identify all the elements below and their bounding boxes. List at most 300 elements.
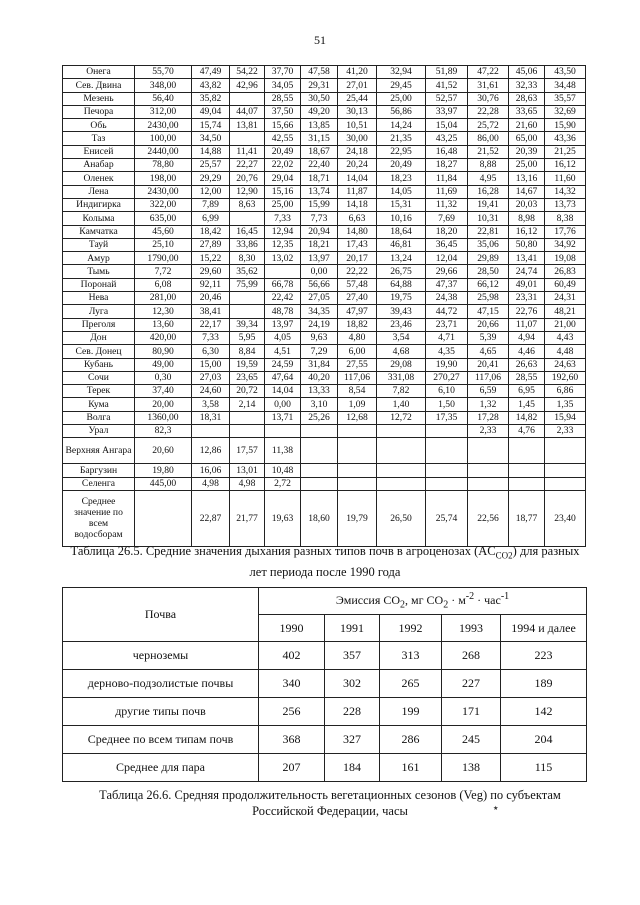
value-cell: 19,79 — [338, 490, 377, 546]
value-cell — [338, 438, 377, 464]
value-cell: 6,95 — [509, 385, 545, 398]
value-cell: 21,00 — [545, 318, 586, 331]
value-cell — [545, 464, 586, 477]
value-cell: 11,32 — [426, 198, 468, 211]
value-cell: 27,40 — [338, 292, 377, 305]
value-cell: 26,83 — [545, 265, 586, 278]
value-cell: 8,30 — [230, 252, 265, 265]
value-cell: 25,10 — [135, 238, 192, 251]
value-cell: 18,31 — [192, 411, 230, 424]
value-cell: 228 — [325, 698, 380, 726]
value-cell — [338, 477, 377, 490]
value-cell: 27,01 — [338, 79, 377, 92]
value-cell: 33,86 — [230, 238, 265, 251]
table-row — [63, 642, 587, 670]
value-cell: 2440,00 — [135, 145, 192, 158]
value-cell: 15,99 — [301, 198, 338, 211]
value-cell: 14,80 — [338, 225, 377, 238]
value-cell: 16,12 — [545, 159, 586, 172]
value-cell — [468, 477, 509, 490]
table-row — [63, 278, 586, 291]
value-cell: 348,00 — [135, 79, 192, 92]
value-cell: 33,65 — [509, 105, 545, 118]
value-cell: 1790,00 — [135, 252, 192, 265]
value-cell: 8,88 — [468, 159, 509, 172]
value-cell: 10,16 — [377, 212, 426, 225]
value-cell: 12,90 — [230, 185, 265, 198]
river-name-cell: Анабар — [63, 159, 135, 172]
value-cell: 357 — [325, 642, 380, 670]
value-cell: 5,39 — [468, 331, 509, 344]
value-cell: 86,00 — [468, 132, 509, 145]
value-cell: 313 — [380, 642, 442, 670]
value-cell: 28,50 — [468, 265, 509, 278]
value-cell: 268 — [442, 642, 501, 670]
value-cell: 22,27 — [230, 159, 265, 172]
value-cell: 25,00 — [509, 159, 545, 172]
value-cell: 15,16 — [265, 185, 301, 198]
value-cell: 6,63 — [338, 212, 377, 225]
value-cell: 18,64 — [377, 225, 426, 238]
value-cell: 2,33 — [545, 425, 586, 438]
value-cell: 7,33 — [265, 212, 301, 225]
value-cell — [338, 425, 377, 438]
value-cell — [377, 425, 426, 438]
river-name-cell: Кубань — [63, 358, 135, 371]
value-cell: 1,50 — [426, 398, 468, 411]
river-name-cell: Лена — [63, 185, 135, 198]
river-name-cell: Индигирка — [63, 198, 135, 211]
value-cell: 23,46 — [377, 318, 426, 331]
value-cell: 24,59 — [265, 358, 301, 371]
value-cell: 45,06 — [509, 66, 545, 79]
value-cell: 8,63 — [230, 198, 265, 211]
table-row — [63, 79, 586, 92]
value-cell: 75,99 — [230, 278, 265, 291]
river-name-cell: Таз — [63, 132, 135, 145]
value-cell: 29,45 — [377, 79, 426, 92]
value-cell: 13,02 — [265, 252, 301, 265]
value-cell: 20,76 — [230, 172, 265, 185]
value-cell: 21,25 — [545, 145, 586, 158]
value-cell: 192,60 — [545, 371, 586, 384]
value-cell: 3,58 — [192, 398, 230, 411]
soil-type-cell: Среднее для пара — [63, 754, 259, 782]
value-cell: 402 — [259, 642, 325, 670]
value-cell: 20,72 — [230, 385, 265, 398]
value-cell: 14,04 — [338, 172, 377, 185]
value-cell: 15,90 — [545, 119, 586, 132]
value-cell: 322,00 — [135, 198, 192, 211]
value-cell: 51,89 — [426, 66, 468, 79]
value-cell: 5,95 — [230, 331, 265, 344]
value-cell: 22,76 — [509, 305, 545, 318]
value-cell — [426, 425, 468, 438]
table-row — [63, 477, 586, 490]
value-cell: 20,49 — [265, 145, 301, 158]
table-row — [63, 105, 586, 118]
value-cell: 18,77 — [509, 490, 545, 546]
river-name-cell: Баргузин — [63, 464, 135, 477]
value-cell: 7,33 — [192, 331, 230, 344]
table-row — [63, 305, 586, 318]
table-26-6-caption — [80, 787, 580, 819]
value-cell: 2430,00 — [135, 119, 192, 132]
value-cell: 18,23 — [377, 172, 426, 185]
value-cell: 12,68 — [338, 411, 377, 424]
value-cell: 19,59 — [230, 358, 265, 371]
value-cell: 55,70 — [135, 66, 192, 79]
value-cell: 22,95 — [377, 145, 426, 158]
table-row — [63, 371, 586, 384]
value-cell: 302 — [325, 670, 380, 698]
value-cell: 21,77 — [230, 490, 265, 546]
table-row — [63, 425, 586, 438]
value-cell — [230, 425, 265, 438]
value-cell: 24,18 — [338, 145, 377, 158]
value-cell: 138 — [442, 754, 501, 782]
table-row — [63, 398, 586, 411]
value-cell: 25,00 — [265, 198, 301, 211]
table-row — [63, 172, 586, 185]
value-cell: 25,74 — [426, 490, 468, 546]
table-row — [63, 490, 586, 546]
value-cell: 27,89 — [192, 238, 230, 251]
river-name-cell: Среднее значение по всем водосборам — [63, 490, 135, 546]
soil-column-header: Почва — [63, 588, 259, 642]
value-cell: 16,48 — [426, 145, 468, 158]
value-cell: 49,01 — [509, 278, 545, 291]
value-cell: 189 — [501, 670, 587, 698]
value-cell: 4,05 — [265, 331, 301, 344]
value-cell: 18,27 — [426, 159, 468, 172]
value-cell: 22,02 — [265, 159, 301, 172]
river-name-cell: Дон — [63, 331, 135, 344]
value-cell: 20,17 — [338, 252, 377, 265]
value-cell: 198,00 — [135, 172, 192, 185]
table-row — [63, 159, 586, 172]
value-cell: 34,05 — [265, 79, 301, 92]
table-row — [63, 726, 587, 754]
value-cell: 66,78 — [265, 278, 301, 291]
table-row — [63, 411, 586, 424]
value-cell: 13,41 — [509, 252, 545, 265]
soil-type-cell: черноземы — [63, 642, 259, 670]
value-cell: 48,78 — [265, 305, 301, 318]
value-cell: 2,14 — [230, 398, 265, 411]
value-cell: 117,06 — [338, 371, 377, 384]
value-cell: 25,72 — [468, 119, 509, 132]
value-cell — [545, 477, 586, 490]
value-cell: 13,71 — [265, 411, 301, 424]
value-cell: 17,35 — [426, 411, 468, 424]
value-cell: 27,03 — [192, 371, 230, 384]
value-cell: 12,86 — [192, 438, 230, 464]
value-cell: 15,74 — [192, 119, 230, 132]
value-cell — [230, 212, 265, 225]
value-cell: 13,74 — [301, 185, 338, 198]
value-cell: 19,41 — [468, 198, 509, 211]
river-name-cell: Обь — [63, 119, 135, 132]
value-cell: 12,30 — [135, 305, 192, 318]
value-cell: 11,84 — [426, 172, 468, 185]
value-cell: 20,49 — [377, 159, 426, 172]
value-cell: 4,43 — [545, 331, 586, 344]
value-cell — [377, 464, 426, 477]
value-cell: 17,43 — [338, 238, 377, 251]
value-cell: 14,04 — [265, 385, 301, 398]
river-name-cell: Печора — [63, 105, 135, 118]
value-cell: 47,22 — [468, 66, 509, 79]
river-name-cell: Луга — [63, 305, 135, 318]
value-cell: 11,87 — [338, 185, 377, 198]
value-cell: 13,97 — [301, 252, 338, 265]
value-cell: 30,00 — [338, 132, 377, 145]
value-cell: 49,04 — [192, 105, 230, 118]
value-cell: 13,24 — [377, 252, 426, 265]
value-cell: 23,71 — [426, 318, 468, 331]
table-row — [63, 92, 586, 105]
value-cell: 50,80 — [509, 238, 545, 251]
value-cell — [468, 438, 509, 464]
value-cell: 18,82 — [338, 318, 377, 331]
value-cell: 38,41 — [192, 305, 230, 318]
value-cell — [265, 265, 301, 278]
river-name-cell: Селенга — [63, 477, 135, 490]
value-cell: 25,44 — [338, 92, 377, 105]
table-row — [63, 331, 586, 344]
value-cell — [230, 92, 265, 105]
value-cell — [338, 464, 377, 477]
river-name-cell: Сочи — [63, 371, 135, 384]
value-cell: 25,00 — [377, 92, 426, 105]
value-cell: 11,38 — [265, 438, 301, 464]
value-cell: 18,67 — [301, 145, 338, 158]
value-cell: 39,43 — [377, 305, 426, 318]
value-cell: 47,49 — [192, 66, 230, 79]
river-name-cell: Тауй — [63, 238, 135, 251]
value-cell: 6,10 — [426, 385, 468, 398]
value-cell: 21,60 — [509, 119, 545, 132]
value-cell: 28,55 — [265, 92, 301, 105]
value-cell: 24,74 — [509, 265, 545, 278]
value-cell: 29,31 — [301, 79, 338, 92]
table-row — [63, 132, 586, 145]
value-cell: 12,72 — [377, 411, 426, 424]
river-name-cell: Нева — [63, 292, 135, 305]
value-cell: 23,31 — [509, 292, 545, 305]
river-name-cell: Сев. Донец — [63, 345, 135, 358]
value-cell: 19,08 — [545, 252, 586, 265]
value-cell: 10,31 — [468, 212, 509, 225]
value-cell — [265, 425, 301, 438]
value-cell: 54,22 — [230, 66, 265, 79]
value-cell: 22,28 — [468, 105, 509, 118]
value-cell: 4,65 — [468, 345, 509, 358]
value-cell: 22,40 — [301, 159, 338, 172]
value-cell: 37,50 — [265, 105, 301, 118]
table-row — [63, 238, 586, 251]
value-cell: 30,50 — [301, 92, 338, 105]
value-cell: 17,76 — [545, 225, 586, 238]
value-cell: 24,60 — [192, 385, 230, 398]
value-cell — [301, 477, 338, 490]
value-cell: 142 — [501, 698, 587, 726]
value-cell: 14,24 — [377, 119, 426, 132]
value-cell: 57,48 — [338, 278, 377, 291]
value-cell — [377, 477, 426, 490]
scan-mark: ٭ — [493, 803, 499, 814]
value-cell: 29,60 — [192, 265, 230, 278]
value-cell: 56,40 — [135, 92, 192, 105]
table-row — [63, 345, 586, 358]
value-cell — [230, 305, 265, 318]
value-cell: 40,20 — [301, 371, 338, 384]
value-cell: 20,24 — [338, 159, 377, 172]
value-cell: 29,04 — [265, 172, 301, 185]
table-row — [63, 265, 586, 278]
value-cell: 64,88 — [377, 278, 426, 291]
value-cell: 1,35 — [545, 398, 586, 411]
river-name-cell: Мезень — [63, 92, 135, 105]
value-cell: 60,49 — [545, 278, 586, 291]
river-name-cell: Сев. Двина — [63, 79, 135, 92]
caption-text: Таблица 26.6. Средняя продолжительность вегетационных сезонов (Veg) по субъектам Российской Федерации, часы — [99, 788, 561, 818]
value-cell: 3,10 — [301, 398, 338, 411]
value-cell: 49,00 — [135, 358, 192, 371]
value-cell: 11,69 — [426, 185, 468, 198]
value-cell: 256 — [259, 698, 325, 726]
value-cell — [426, 438, 468, 464]
value-cell: 35,82 — [192, 92, 230, 105]
value-cell: 65,00 — [509, 132, 545, 145]
value-cell: 26,50 — [377, 490, 426, 546]
value-cell — [135, 490, 192, 546]
value-cell: 6,59 — [468, 385, 509, 398]
value-cell: 47,64 — [265, 371, 301, 384]
value-cell: 161 — [380, 754, 442, 782]
value-cell: 32,69 — [545, 105, 586, 118]
value-cell: 16,28 — [468, 185, 509, 198]
river-name-cell: Преголя — [63, 318, 135, 331]
river-name-cell: Камчатка — [63, 225, 135, 238]
value-cell: 245 — [442, 726, 501, 754]
value-cell: 11,07 — [509, 318, 545, 331]
value-cell: 12,35 — [265, 238, 301, 251]
value-cell: 32,33 — [509, 79, 545, 92]
value-cell: 4,98 — [192, 477, 230, 490]
value-cell: 21,52 — [468, 145, 509, 158]
value-cell: 36,45 — [426, 238, 468, 251]
soil-respiration-table — [62, 587, 587, 782]
value-cell: 1,09 — [338, 398, 377, 411]
value-cell: 47,58 — [301, 66, 338, 79]
value-cell: 24,63 — [545, 358, 586, 371]
value-cell: 78,80 — [135, 159, 192, 172]
value-cell: 18,20 — [426, 225, 468, 238]
value-cell: 43,25 — [426, 132, 468, 145]
value-cell: 31,15 — [301, 132, 338, 145]
value-cell: 20,60 — [135, 438, 192, 464]
value-cell: 20,66 — [468, 318, 509, 331]
table-row — [63, 145, 586, 158]
value-cell: 11,41 — [230, 145, 265, 158]
value-cell: 8,98 — [509, 212, 545, 225]
value-cell: 327 — [325, 726, 380, 754]
value-cell: 2,72 — [265, 477, 301, 490]
value-cell: 204 — [501, 726, 587, 754]
value-cell: 18,42 — [192, 225, 230, 238]
value-cell: 13,97 — [265, 318, 301, 331]
value-cell — [426, 464, 468, 477]
value-cell: 227 — [442, 670, 501, 698]
value-cell: 25,57 — [192, 159, 230, 172]
value-cell: 4,51 — [265, 345, 301, 358]
value-cell: 15,04 — [426, 119, 468, 132]
value-cell: 331,08 — [377, 371, 426, 384]
value-cell: 13,33 — [301, 385, 338, 398]
value-cell: 24,38 — [426, 292, 468, 305]
value-cell: 7,69 — [426, 212, 468, 225]
value-cell: 92,11 — [192, 278, 230, 291]
value-cell: 14,88 — [192, 145, 230, 158]
value-cell: 43,36 — [545, 132, 586, 145]
value-cell: 56,86 — [377, 105, 426, 118]
value-cell: 48,21 — [545, 305, 586, 318]
value-cell: 41,52 — [426, 79, 468, 92]
value-cell: 45,60 — [135, 225, 192, 238]
value-cell: 22,22 — [338, 265, 377, 278]
value-cell: 171 — [442, 698, 501, 726]
value-cell: 22,17 — [192, 318, 230, 331]
value-cell: 42,55 — [265, 132, 301, 145]
table-row — [63, 185, 586, 198]
value-cell: 1360,00 — [135, 411, 192, 424]
table-row — [63, 670, 587, 698]
value-cell: 286 — [380, 726, 442, 754]
emission-header-text: Эмиссия $СО_2$, мг $СО_2 \cdot м^{-2} \cdot час^{-1}$ — [335, 591, 510, 611]
value-cell: 26,75 — [377, 265, 426, 278]
value-cell: 13,85 — [301, 119, 338, 132]
value-cell: 10,48 — [265, 464, 301, 477]
value-cell: 46,81 — [377, 238, 426, 251]
soil-type-cell: дерново-подзолистые почвы — [63, 670, 259, 698]
table-row — [63, 119, 586, 132]
value-cell: 4,94 — [509, 331, 545, 344]
table-row — [63, 385, 586, 398]
value-cell — [377, 438, 426, 464]
value-cell: 49,20 — [301, 105, 338, 118]
value-cell: 13,01 — [230, 464, 265, 477]
value-cell: 20,03 — [509, 198, 545, 211]
river-name-cell: Верхняя Ангара — [63, 438, 135, 464]
value-cell: 0,30 — [135, 371, 192, 384]
value-cell: 265 — [380, 670, 442, 698]
year-header: 1990 — [259, 615, 325, 642]
value-cell — [509, 438, 545, 464]
river-name-cell: Поронай — [63, 278, 135, 291]
value-cell: 117,06 — [468, 371, 509, 384]
table-row — [63, 318, 586, 331]
value-cell: 4,35 — [426, 345, 468, 358]
value-cell: 33,97 — [426, 105, 468, 118]
value-cell: 4,71 — [426, 331, 468, 344]
value-cell: 41,20 — [338, 66, 377, 79]
value-cell: 44,07 — [230, 105, 265, 118]
value-cell: 16,12 — [509, 225, 545, 238]
value-cell: 31,61 — [468, 79, 509, 92]
soil-type-cell: другие типы почв — [63, 698, 259, 726]
